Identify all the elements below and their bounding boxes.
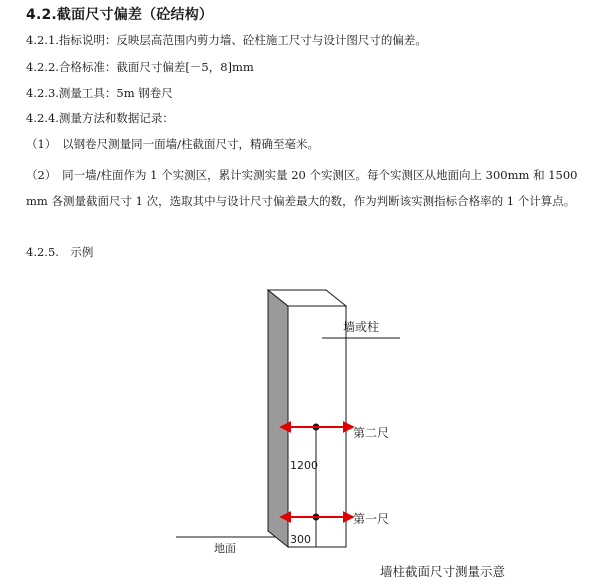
ground-label: 地面 [214, 542, 236, 555]
section-title: 4.2.截面尺寸偏差（砼结构） [26, 7, 214, 23]
item-text: 测量工具：5m 钢卷尺 [58, 86, 173, 100]
first-measure-label: 第一尺 [353, 512, 390, 526]
item-number: 4.2.1. [26, 33, 59, 47]
item-text: 指标说明：反映层高范围内剪力墙、砼柱施工尺寸与设计图尺寸的偏差。 [58, 33, 427, 47]
item-number: 4.2.3. [26, 86, 59, 100]
example-label: 4.2.5. 示例 [26, 245, 94, 259]
step-1: （1） 以钢卷尺测量同一面墙/柱截面尺寸，精确至毫米。 [26, 137, 319, 151]
dimension-upper: 1200 [290, 459, 318, 472]
item-number: 4.2.2. [26, 60, 59, 74]
diagram-caption: 墙柱截面尺寸测量示意 [380, 564, 506, 579]
item-number: 4.2.4. [26, 111, 59, 125]
wall-label: 墙或柱 [343, 320, 380, 334]
item-text: 测量方法和数据记录： [58, 111, 174, 125]
second-measure-label: 第二尺 [353, 426, 390, 440]
step-2: （2） 同一墙/柱面作为 1 个实测区，累计实测实量 20 个实测区。每个实测区从地面向上 300mm 和 1500mm 各测量截面尺寸 1 次，选取其中与设计尺寸偏差最大的数，作为判断该实测指标合格率的 1 个计算点。 [26, 168, 578, 208]
column-side-face [268, 290, 288, 547]
item-text: 合格标准：截面尺寸偏差[－5，8]mm [58, 60, 254, 74]
dimension-lower: 300 [290, 533, 311, 546]
